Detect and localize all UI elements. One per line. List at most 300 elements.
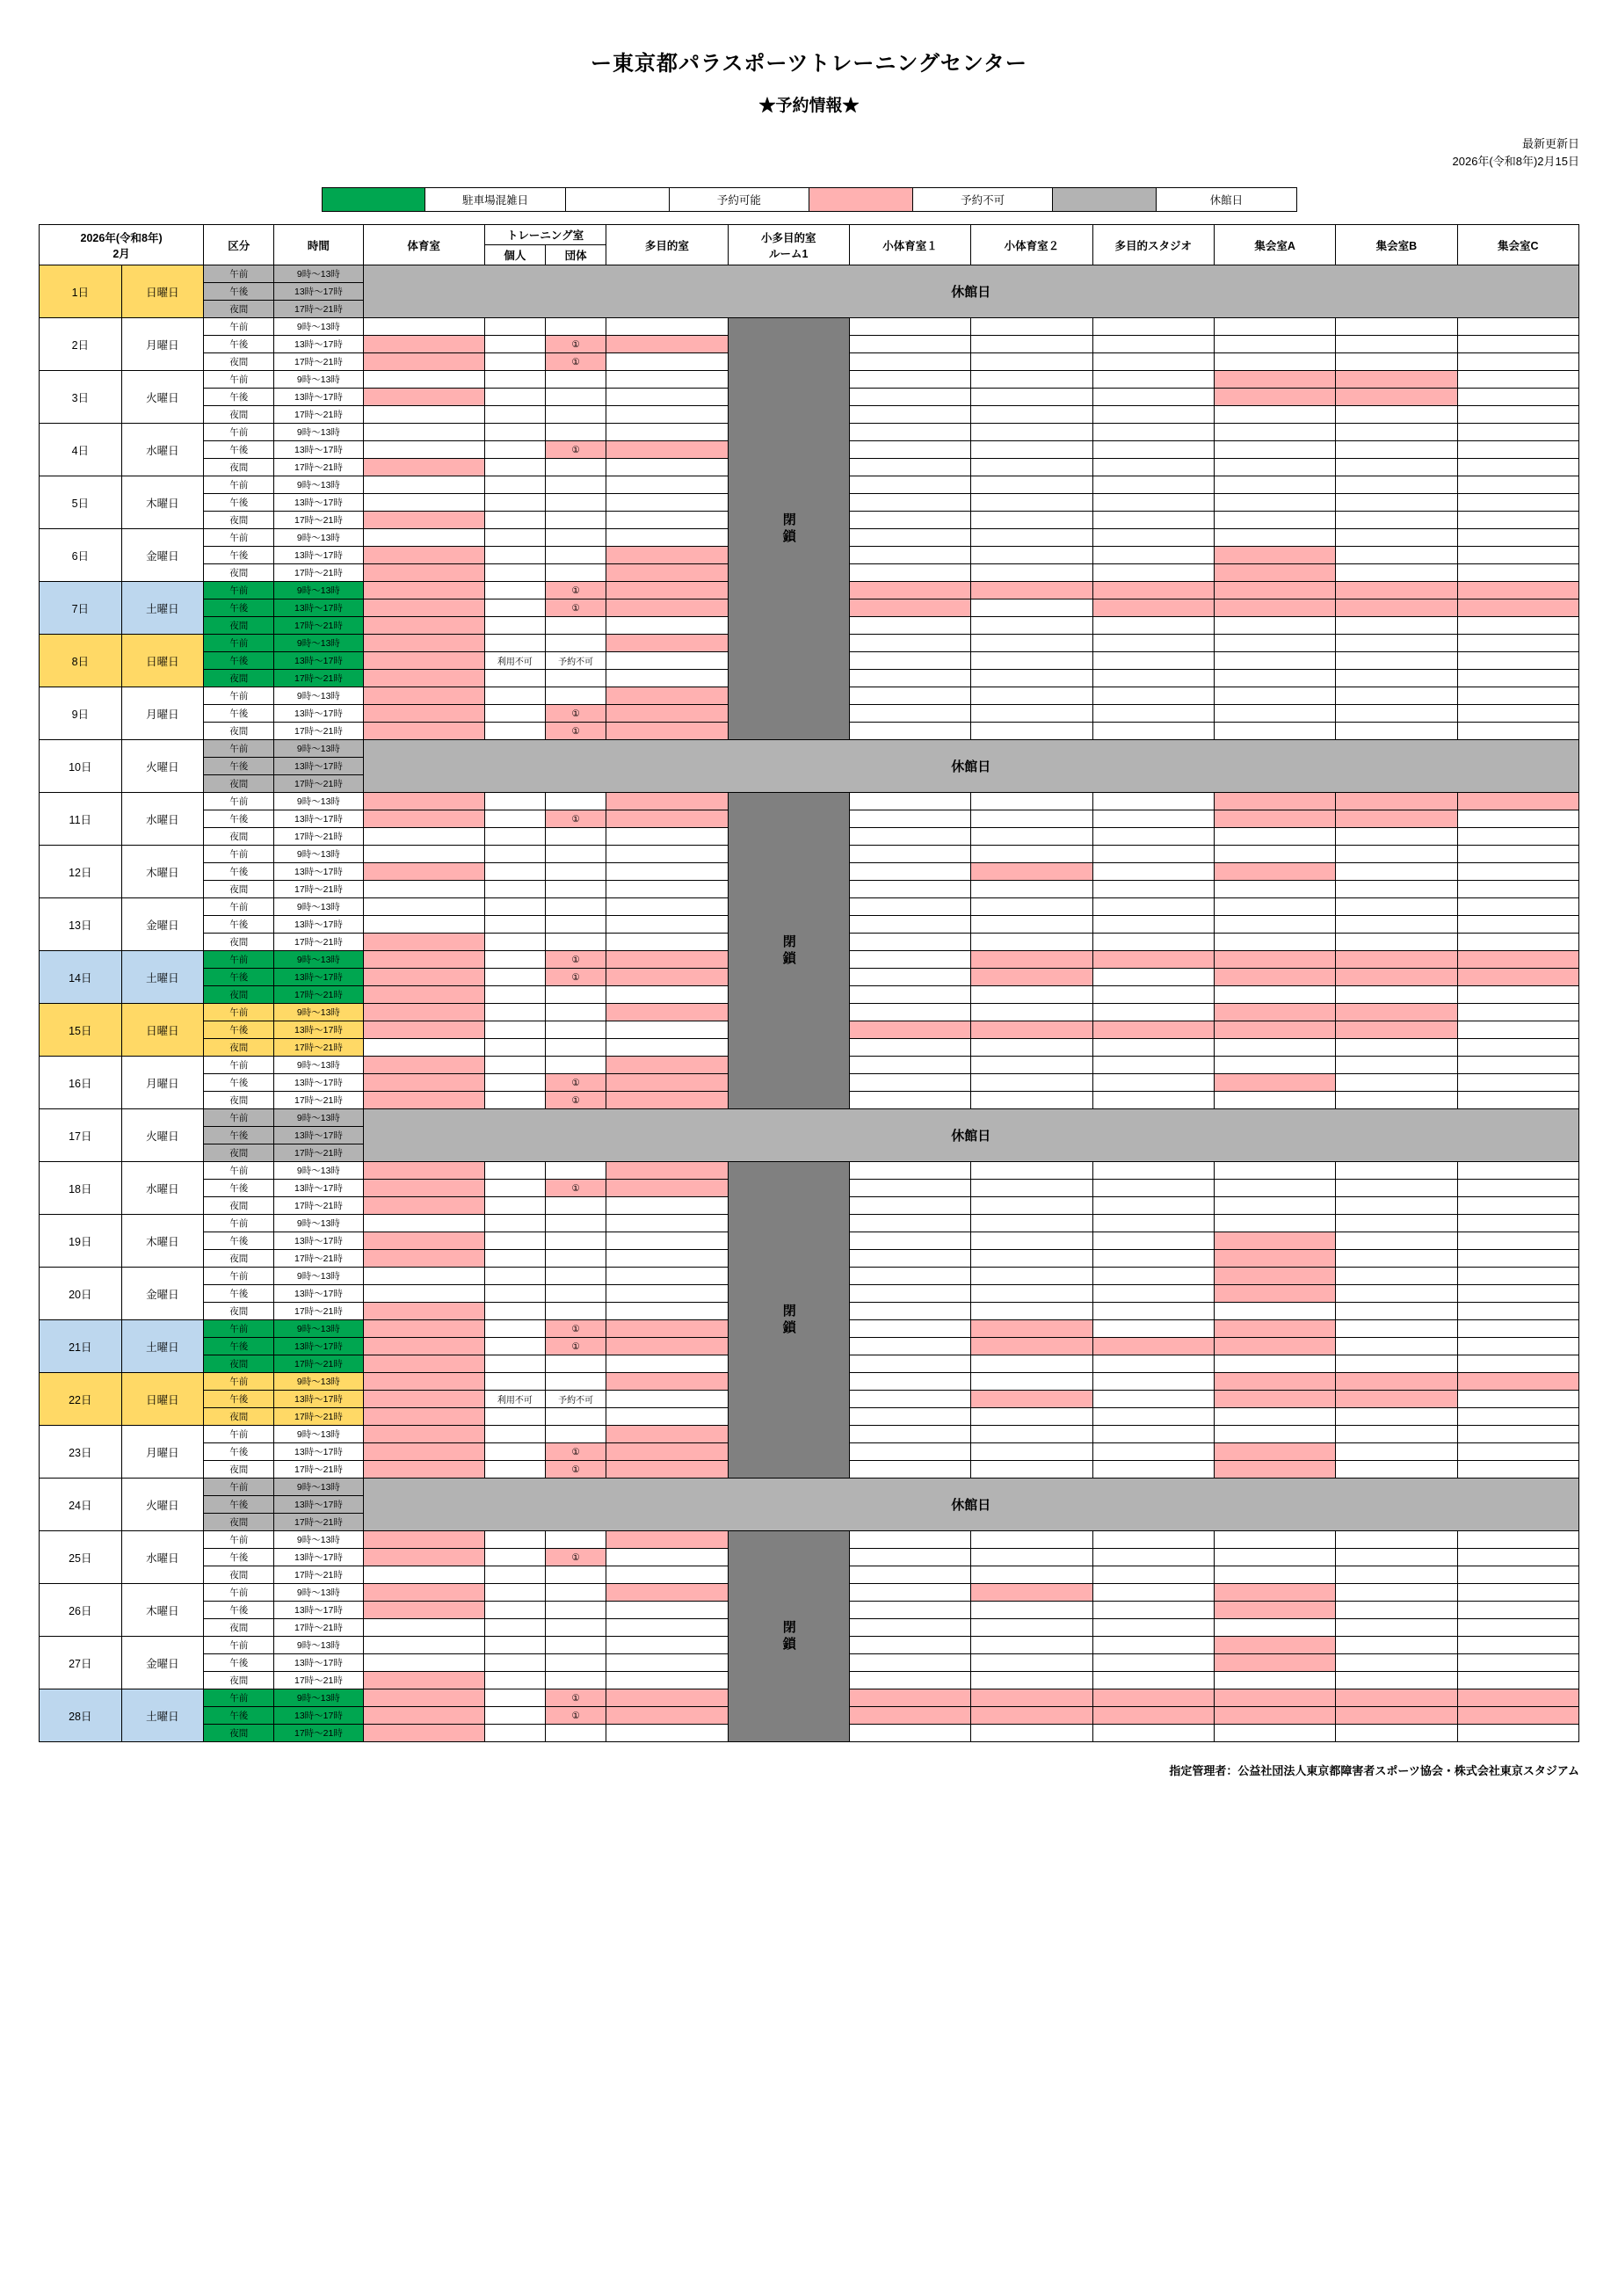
slot-cell-available[interactable]	[1214, 986, 1335, 1004]
slot-cell-available[interactable]	[1214, 353, 1335, 371]
slot-cell-available[interactable]	[1214, 529, 1335, 547]
slot-cell-available[interactable]	[1336, 529, 1457, 547]
slot-cell-unavailable[interactable]	[1214, 582, 1335, 599]
slot-cell-unavailable[interactable]	[1336, 1021, 1457, 1039]
slot-cell-available[interactable]	[1336, 705, 1457, 723]
slot-cell-available[interactable]	[1092, 336, 1214, 353]
slot-cell-unavailable-marked[interactable]: ①	[546, 1707, 606, 1725]
slot-cell-available[interactable]	[971, 881, 1092, 898]
slot-cell-unavailable[interactable]	[1214, 793, 1335, 810]
slot-cell-unavailable[interactable]	[1214, 1320, 1335, 1338]
slot-cell-available[interactable]	[606, 512, 728, 529]
slot-cell-available[interactable]	[1457, 810, 1578, 828]
slot-cell-available[interactable]	[1336, 1566, 1457, 1584]
slot-cell-unavailable[interactable]	[363, 1355, 484, 1373]
slot-cell-available[interactable]	[1336, 1232, 1457, 1250]
slot-cell-available[interactable]	[1457, 1619, 1578, 1637]
slot-cell-available[interactable]	[849, 793, 970, 810]
slot-cell-available[interactable]	[1336, 670, 1457, 687]
slot-cell-available[interactable]	[363, 846, 484, 863]
slot-cell-available[interactable]	[363, 1268, 484, 1285]
slot-cell-available[interactable]	[1092, 881, 1214, 898]
slot-cell-unavailable-marked[interactable]: ①	[546, 1549, 606, 1566]
slot-cell-available[interactable]	[606, 1566, 728, 1584]
slot-cell-available[interactable]	[546, 934, 606, 951]
slot-cell-unavailable[interactable]	[971, 1320, 1092, 1338]
slot-cell-unavailable[interactable]	[1336, 599, 1457, 617]
slot-cell-available[interactable]	[484, 1408, 545, 1426]
slot-cell-available[interactable]	[849, 494, 970, 512]
slot-cell-unavailable-marked[interactable]: ①	[546, 705, 606, 723]
slot-cell-available[interactable]	[1457, 1074, 1578, 1092]
slot-cell-available[interactable]	[606, 1355, 728, 1373]
slot-cell-available[interactable]	[1092, 459, 1214, 476]
slot-cell-available[interactable]	[606, 1285, 728, 1303]
slot-cell-unavailable[interactable]	[363, 1391, 484, 1408]
slot-cell-available[interactable]	[1336, 1355, 1457, 1373]
slot-cell-available[interactable]	[484, 1250, 545, 1268]
slot-cell-available[interactable]	[849, 1619, 970, 1637]
slot-cell-available[interactable]	[606, 1408, 728, 1426]
slot-cell-unavailable[interactable]	[1336, 1391, 1457, 1408]
slot-cell-unavailable-marked[interactable]: ①	[546, 1338, 606, 1355]
slot-cell-available[interactable]	[971, 916, 1092, 934]
slot-cell-available[interactable]	[606, 670, 728, 687]
slot-cell-available[interactable]	[546, 1373, 606, 1391]
slot-cell-available[interactable]	[606, 881, 728, 898]
slot-cell-unavailable[interactable]	[971, 863, 1092, 881]
slot-cell-available[interactable]	[1214, 424, 1335, 441]
slot-cell-available[interactable]	[849, 1531, 970, 1549]
slot-cell-available[interactable]	[849, 1180, 970, 1197]
slot-cell-available[interactable]	[849, 1391, 970, 1408]
slot-cell-unavailable[interactable]	[849, 1707, 970, 1725]
slot-cell-available[interactable]	[484, 353, 545, 371]
slot-cell-available[interactable]	[1336, 881, 1457, 898]
slot-cell-available[interactable]	[546, 512, 606, 529]
slot-cell-unavailable-marked[interactable]: ①	[546, 1461, 606, 1479]
slot-cell-available[interactable]	[606, 1250, 728, 1268]
slot-cell-available[interactable]	[484, 1672, 545, 1689]
slot-cell-unavailable[interactable]	[363, 1092, 484, 1109]
slot-cell-available[interactable]	[849, 723, 970, 740]
slot-cell-available[interactable]	[1336, 1197, 1457, 1215]
slot-cell-unavailable[interactable]	[363, 1689, 484, 1707]
slot-cell-available[interactable]	[546, 1566, 606, 1584]
slot-cell-available[interactable]	[849, 617, 970, 635]
slot-cell-available[interactable]	[971, 599, 1092, 617]
slot-cell-available[interactable]	[971, 898, 1092, 916]
slot-cell-unavailable[interactable]	[1336, 1707, 1457, 1725]
slot-cell-unavailable[interactable]	[849, 1689, 970, 1707]
slot-cell-available[interactable]	[1457, 1672, 1578, 1689]
slot-cell-available[interactable]	[1214, 1531, 1335, 1549]
slot-cell-available[interactable]	[849, 353, 970, 371]
slot-cell-available[interactable]	[971, 1443, 1092, 1461]
slot-cell-unavailable[interactable]	[1336, 582, 1457, 599]
slot-cell-available[interactable]	[1336, 1338, 1457, 1355]
slot-cell-unavailable[interactable]	[606, 599, 728, 617]
slot-cell-available[interactable]	[971, 1654, 1092, 1672]
slot-cell-available[interactable]	[1336, 1672, 1457, 1689]
slot-cell-available[interactable]	[1336, 1654, 1457, 1672]
slot-cell-available[interactable]	[1214, 1672, 1335, 1689]
slot-cell-available[interactable]	[546, 846, 606, 863]
slot-cell-available[interactable]	[971, 652, 1092, 670]
slot-cell-unavailable[interactable]	[606, 1320, 728, 1338]
slot-cell-available[interactable]	[971, 986, 1092, 1004]
slot-cell-available[interactable]	[606, 1619, 728, 1637]
slot-cell-available[interactable]	[1336, 1039, 1457, 1057]
slot-cell-available[interactable]	[971, 353, 1092, 371]
slot-cell-unavailable[interactable]	[1214, 1074, 1335, 1092]
slot-cell-unavailable[interactable]	[606, 336, 728, 353]
slot-cell-available[interactable]	[546, 1602, 606, 1619]
slot-cell-unavailable[interactable]	[1214, 1602, 1335, 1619]
slot-cell-unavailable[interactable]	[1457, 582, 1578, 599]
slot-cell-available[interactable]	[546, 318, 606, 336]
slot-cell-available[interactable]	[1092, 406, 1214, 424]
slot-cell-unavailable[interactable]	[363, 1408, 484, 1426]
slot-cell-available[interactable]	[849, 828, 970, 846]
slot-cell-available[interactable]	[1336, 1250, 1457, 1268]
slot-cell-available[interactable]	[849, 863, 970, 881]
slot-cell-available[interactable]	[546, 1215, 606, 1232]
slot-cell-unavailable[interactable]	[606, 1443, 728, 1461]
slot-cell-available[interactable]	[1457, 1637, 1578, 1654]
slot-cell-available[interactable]	[1457, 476, 1578, 494]
slot-cell-available[interactable]	[971, 406, 1092, 424]
slot-cell-available[interactable]	[606, 652, 728, 670]
slot-cell-available[interactable]	[484, 336, 545, 353]
slot-cell-available[interactable]	[1214, 1215, 1335, 1232]
slot-cell-available[interactable]	[971, 1074, 1092, 1092]
slot-cell-available[interactable]	[1214, 670, 1335, 687]
slot-cell-unavailable[interactable]	[363, 635, 484, 652]
slot-cell-available[interactable]	[1092, 1443, 1214, 1461]
slot-cell-unavailable[interactable]	[606, 1373, 728, 1391]
slot-cell-available[interactable]	[1457, 881, 1578, 898]
slot-cell-available[interactable]	[849, 1268, 970, 1285]
slot-cell-available[interactable]	[1092, 353, 1214, 371]
slot-cell-available[interactable]	[546, 1619, 606, 1637]
slot-cell-unavailable[interactable]	[363, 512, 484, 529]
slot-cell-available[interactable]	[484, 1637, 545, 1654]
slot-cell-available[interactable]	[971, 547, 1092, 564]
slot-cell-available[interactable]	[606, 1637, 728, 1654]
slot-cell-unavailable[interactable]	[1092, 1689, 1214, 1707]
slot-cell-available[interactable]	[1336, 353, 1457, 371]
slot-cell-available[interactable]	[606, 934, 728, 951]
slot-cell-available[interactable]	[1457, 424, 1578, 441]
slot-cell-available[interactable]	[484, 564, 545, 582]
slot-cell-available[interactable]	[1457, 336, 1578, 353]
slot-cell-available[interactable]	[1457, 1250, 1578, 1268]
slot-cell-available[interactable]	[1457, 318, 1578, 336]
slot-cell-unavailable[interactable]	[1214, 1391, 1335, 1408]
slot-cell-available[interactable]	[849, 898, 970, 916]
slot-cell-unavailable[interactable]	[1214, 389, 1335, 406]
slot-cell-available[interactable]	[1457, 564, 1578, 582]
slot-cell-available[interactable]	[971, 1637, 1092, 1654]
slot-cell-available[interactable]	[1092, 1092, 1214, 1109]
slot-cell-unavailable[interactable]	[1336, 389, 1457, 406]
slot-cell-available[interactable]	[546, 687, 606, 705]
slot-cell-unavailable[interactable]	[363, 723, 484, 740]
slot-cell-unavailable[interactable]	[849, 582, 970, 599]
slot-cell-available[interactable]	[1092, 652, 1214, 670]
slot-cell-available[interactable]	[971, 1232, 1092, 1250]
slot-cell-unavailable[interactable]	[849, 599, 970, 617]
slot-cell-unavailable[interactable]	[1336, 951, 1457, 969]
slot-cell-available[interactable]	[849, 1004, 970, 1021]
slot-cell-available[interactable]	[849, 1250, 970, 1268]
slot-cell-unavailable[interactable]	[1336, 1373, 1457, 1391]
slot-cell-available[interactable]	[1336, 1285, 1457, 1303]
slot-cell-available[interactable]	[484, 1162, 545, 1180]
slot-cell-unavailable[interactable]	[971, 951, 1092, 969]
slot-cell-available[interactable]	[484, 1531, 545, 1549]
slot-cell-note-yoyaku-fuka[interactable]: 予約不可	[546, 652, 606, 670]
slot-cell-available[interactable]	[849, 1162, 970, 1180]
slot-cell-available[interactable]	[1336, 424, 1457, 441]
slot-cell-available[interactable]	[546, 1021, 606, 1039]
slot-cell-available[interactable]	[1092, 1391, 1214, 1408]
slot-cell-available[interactable]	[1092, 441, 1214, 459]
slot-cell-available[interactable]	[849, 1672, 970, 1689]
slot-cell-unavailable[interactable]	[1214, 1250, 1335, 1268]
slot-cell-available[interactable]	[1457, 406, 1578, 424]
slot-cell-unavailable[interactable]	[606, 1689, 728, 1707]
slot-cell-available[interactable]	[1457, 371, 1578, 389]
slot-cell-unavailable[interactable]	[606, 969, 728, 986]
slot-cell-unavailable[interactable]	[1214, 1461, 1335, 1479]
slot-cell-available[interactable]	[1457, 1338, 1578, 1355]
slot-cell-available[interactable]	[1457, 617, 1578, 635]
slot-cell-available[interactable]	[971, 934, 1092, 951]
slot-cell-unavailable[interactable]	[606, 793, 728, 810]
slot-cell-available[interactable]	[1092, 863, 1214, 881]
slot-cell-available[interactable]	[1092, 1355, 1214, 1373]
slot-cell-available[interactable]	[484, 828, 545, 846]
slot-cell-available[interactable]	[546, 898, 606, 916]
slot-cell-available[interactable]	[1092, 1232, 1214, 1250]
slot-cell-available[interactable]	[971, 1549, 1092, 1566]
slot-cell-available[interactable]	[971, 512, 1092, 529]
slot-cell-available[interactable]	[606, 617, 728, 635]
slot-cell-available[interactable]	[1457, 898, 1578, 916]
slot-cell-unavailable-marked[interactable]: ①	[546, 441, 606, 459]
slot-cell-available[interactable]	[606, 863, 728, 881]
slot-cell-available[interactable]	[363, 898, 484, 916]
slot-cell-available[interactable]	[1457, 1303, 1578, 1320]
slot-cell-unavailable[interactable]	[363, 1074, 484, 1092]
slot-cell-available[interactable]	[606, 986, 728, 1004]
slot-cell-available[interactable]	[971, 617, 1092, 635]
slot-cell-unavailable[interactable]	[363, 1180, 484, 1197]
slot-cell-available[interactable]	[484, 1355, 545, 1373]
slot-cell-unavailable[interactable]	[606, 1338, 728, 1355]
slot-cell-available[interactable]	[1092, 1637, 1214, 1654]
slot-cell-available[interactable]	[606, 406, 728, 424]
slot-cell-available[interactable]	[363, 1619, 484, 1637]
slot-cell-available[interactable]	[1336, 934, 1457, 951]
slot-cell-available[interactable]	[1457, 1162, 1578, 1180]
slot-cell-available[interactable]	[1336, 1268, 1457, 1285]
slot-cell-unavailable[interactable]	[606, 1426, 728, 1443]
slot-cell-unavailable[interactable]	[1092, 599, 1214, 617]
slot-cell-unavailable[interactable]	[606, 1180, 728, 1197]
slot-cell-available[interactable]	[1457, 1355, 1578, 1373]
slot-cell-available[interactable]	[1457, 1232, 1578, 1250]
slot-cell-available[interactable]	[971, 670, 1092, 687]
slot-cell-available[interactable]	[1336, 1092, 1457, 1109]
slot-cell-available[interactable]	[546, 1162, 606, 1180]
slot-cell-available[interactable]	[849, 951, 970, 969]
slot-cell-available[interactable]	[546, 1268, 606, 1285]
slot-cell-available[interactable]	[1336, 1408, 1457, 1426]
slot-cell-available[interactable]	[971, 1725, 1092, 1742]
slot-cell-unavailable-marked[interactable]: ①	[546, 1180, 606, 1197]
slot-cell-unavailable[interactable]	[606, 582, 728, 599]
slot-cell-available[interactable]	[971, 1373, 1092, 1391]
slot-cell-available[interactable]	[1214, 512, 1335, 529]
slot-cell-available[interactable]	[484, 1232, 545, 1250]
slot-cell-available[interactable]	[1092, 969, 1214, 986]
slot-cell-available[interactable]	[1092, 705, 1214, 723]
slot-cell-available[interactable]	[971, 1461, 1092, 1479]
slot-cell-unavailable[interactable]	[606, 1461, 728, 1479]
slot-cell-available[interactable]	[546, 793, 606, 810]
slot-cell-available[interactable]	[1457, 652, 1578, 670]
slot-cell-unavailable[interactable]	[606, 1074, 728, 1092]
slot-cell-unavailable[interactable]	[606, 810, 728, 828]
slot-cell-unavailable-marked[interactable]: ①	[546, 1443, 606, 1461]
slot-cell-available[interactable]	[546, 828, 606, 846]
slot-cell-available[interactable]	[1457, 1039, 1578, 1057]
slot-cell-available[interactable]	[849, 1549, 970, 1566]
slot-cell-available[interactable]	[849, 705, 970, 723]
slot-cell-available[interactable]	[1457, 723, 1578, 740]
slot-cell-unavailable-marked[interactable]: ①	[546, 969, 606, 986]
slot-cell-available[interactable]	[849, 1654, 970, 1672]
slot-cell-available[interactable]	[546, 1232, 606, 1250]
slot-cell-available[interactable]	[849, 1092, 970, 1109]
slot-cell-available[interactable]	[484, 951, 545, 969]
slot-cell-available[interactable]	[1457, 1602, 1578, 1619]
slot-cell-available[interactable]	[1457, 828, 1578, 846]
slot-cell-available[interactable]	[849, 670, 970, 687]
slot-cell-available[interactable]	[1457, 1092, 1578, 1109]
slot-cell-unavailable[interactable]	[363, 1707, 484, 1725]
slot-cell-available[interactable]	[1092, 934, 1214, 951]
slot-cell-unavailable[interactable]	[363, 863, 484, 881]
slot-cell-available[interactable]	[363, 406, 484, 424]
slot-cell-available[interactable]	[1336, 828, 1457, 846]
slot-cell-available[interactable]	[1092, 1373, 1214, 1391]
slot-cell-unavailable[interactable]	[363, 1602, 484, 1619]
slot-cell-available[interactable]	[484, 723, 545, 740]
slot-cell-available[interactable]	[606, 371, 728, 389]
slot-cell-available[interactable]	[363, 1654, 484, 1672]
slot-cell-available[interactable]	[971, 476, 1092, 494]
slot-cell-available[interactable]	[484, 1584, 545, 1602]
slot-cell-available[interactable]	[546, 1303, 606, 1320]
slot-cell-unavailable[interactable]	[363, 1338, 484, 1355]
slot-cell-available[interactable]	[1214, 898, 1335, 916]
slot-cell-unavailable[interactable]	[363, 810, 484, 828]
slot-cell-available[interactable]	[849, 512, 970, 529]
slot-cell-available[interactable]	[849, 529, 970, 547]
slot-cell-available[interactable]	[1457, 846, 1578, 863]
slot-cell-available[interactable]	[1336, 564, 1457, 582]
slot-cell-available[interactable]	[971, 371, 1092, 389]
slot-cell-available[interactable]	[606, 1391, 728, 1408]
slot-cell-available[interactable]	[849, 881, 970, 898]
slot-cell-available[interactable]	[1336, 1074, 1457, 1092]
slot-cell-available[interactable]	[1457, 1197, 1578, 1215]
slot-cell-available[interactable]	[1457, 529, 1578, 547]
slot-cell-unavailable[interactable]	[363, 687, 484, 705]
slot-cell-available[interactable]	[1336, 635, 1457, 652]
slot-cell-available[interactable]	[606, 459, 728, 476]
slot-cell-available[interactable]	[1336, 1443, 1457, 1461]
slot-cell-available[interactable]	[1336, 1619, 1457, 1637]
slot-cell-available[interactable]	[1092, 1672, 1214, 1689]
slot-cell-available[interactable]	[971, 1092, 1092, 1109]
slot-cell-available[interactable]	[1336, 1584, 1457, 1602]
slot-cell-available[interactable]	[1214, 1162, 1335, 1180]
slot-cell-available[interactable]	[849, 336, 970, 353]
slot-cell-available[interactable]	[363, 424, 484, 441]
slot-cell-available[interactable]	[606, 1549, 728, 1566]
slot-cell-available[interactable]	[484, 476, 545, 494]
slot-cell-unavailable[interactable]	[606, 951, 728, 969]
slot-cell-unavailable[interactable]	[363, 969, 484, 986]
slot-cell-available[interactable]	[606, 494, 728, 512]
slot-cell-available[interactable]	[484, 1021, 545, 1039]
slot-cell-available[interactable]	[484, 599, 545, 617]
slot-cell-available[interactable]	[1092, 1180, 1214, 1197]
slot-cell-unavailable[interactable]	[606, 1092, 728, 1109]
slot-cell-unavailable[interactable]	[1214, 951, 1335, 969]
slot-cell-available[interactable]	[546, 1408, 606, 1426]
slot-cell-available[interactable]	[484, 1443, 545, 1461]
slot-cell-available[interactable]	[606, 1232, 728, 1250]
slot-cell-available[interactable]	[1214, 1725, 1335, 1742]
slot-cell-available[interactable]	[1336, 406, 1457, 424]
slot-cell-unavailable[interactable]	[1092, 1338, 1214, 1355]
slot-cell-available[interactable]	[971, 564, 1092, 582]
slot-cell-available[interactable]	[484, 1707, 545, 1725]
slot-cell-unavailable[interactable]	[363, 1232, 484, 1250]
slot-cell-unavailable[interactable]	[1457, 1707, 1578, 1725]
slot-cell-available[interactable]	[484, 898, 545, 916]
slot-cell-available[interactable]	[1457, 863, 1578, 881]
slot-cell-available[interactable]	[971, 1197, 1092, 1215]
slot-cell-available[interactable]	[363, 441, 484, 459]
slot-cell-available[interactable]	[1092, 1268, 1214, 1285]
slot-cell-unavailable[interactable]	[363, 1320, 484, 1338]
slot-cell-available[interactable]	[971, 846, 1092, 863]
slot-cell-available[interactable]	[363, 476, 484, 494]
slot-cell-unavailable[interactable]	[1214, 1637, 1335, 1654]
slot-cell-unavailable[interactable]	[363, 1426, 484, 1443]
slot-cell-available[interactable]	[1214, 635, 1335, 652]
slot-cell-available[interactable]	[849, 389, 970, 406]
slot-cell-available[interactable]	[849, 846, 970, 863]
slot-cell-available[interactable]	[849, 1285, 970, 1303]
